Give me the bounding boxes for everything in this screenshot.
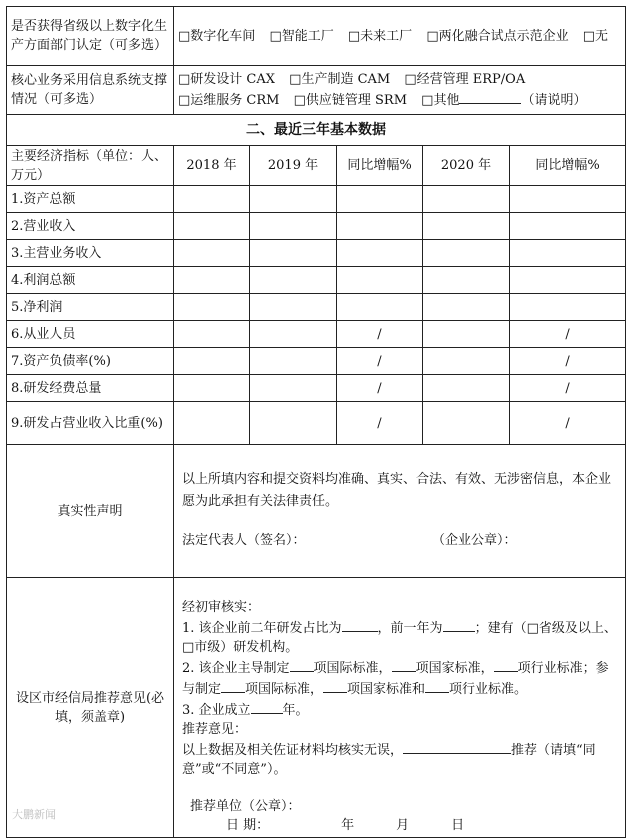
indicator-cell-na: / — [510, 375, 626, 402]
recommend-l1-a: 1. 该企业前二年研发占比为 — [182, 621, 342, 636]
application-form-table — [6, 6, 626, 838]
indicator-cell[interactable] — [250, 240, 337, 267]
indicator-cell-na: / — [510, 321, 626, 348]
system-option-erp[interactable]: □经营管理 ERP/OA — [404, 72, 526, 87]
indicator-row — [7, 348, 626, 375]
system-option-cam[interactable]: □生产制造 CAM — [289, 72, 391, 87]
indicator-row — [7, 240, 626, 267]
date-label: 日 期： — [226, 818, 270, 833]
blank-part-national[interactable] — [323, 678, 347, 693]
indicator-cell[interactable] — [250, 267, 337, 294]
system-option-other[interactable]: □其他 — [421, 93, 460, 108]
indicator-cell-na: / — [337, 402, 423, 445]
certification-options — [174, 7, 626, 66]
cert-option-digital-workshop[interactable]: □数字化车间 — [178, 28, 256, 44]
recommend-l2-f: 项国家标准和 — [347, 682, 426, 697]
date-year: 年 — [341, 818, 355, 833]
indicator-cell[interactable] — [337, 186, 423, 213]
indicator-cell-na: / — [510, 402, 626, 445]
header-2018: 2018 年 — [174, 146, 250, 186]
indicator-cell[interactable] — [337, 240, 423, 267]
indicator-cell[interactable] — [510, 294, 626, 321]
indicator-cell[interactable] — [423, 240, 510, 267]
indicator-header-row — [7, 146, 626, 186]
recommend-content — [174, 578, 626, 838]
blank-lead-industry[interactable] — [494, 657, 518, 672]
indicator-cell[interactable] — [423, 294, 510, 321]
indicator-cell-na: / — [337, 321, 423, 348]
indicator-cell[interactable] — [423, 348, 510, 375]
indicator-cell[interactable] — [250, 186, 337, 213]
indicator-cell[interactable] — [423, 321, 510, 348]
recommend-l2-c: 项国家标准， — [415, 661, 494, 676]
company-seal[interactable]: （企业公章）： — [432, 533, 517, 548]
legal-rep-signature[interactable]: 法定代表人（签名）： — [182, 533, 306, 548]
indicator-cell[interactable] — [510, 240, 626, 267]
indicator-row — [7, 294, 626, 321]
blank-part-intl[interactable] — [221, 678, 245, 693]
indicator-cell[interactable] — [337, 294, 423, 321]
date-month: 月 — [396, 818, 410, 833]
other-blank[interactable] — [459, 89, 521, 104]
indicator-cell[interactable] — [174, 213, 250, 240]
recommend-row — [7, 578, 626, 838]
indicator-cell[interactable] — [174, 294, 250, 321]
date-day: 日 — [451, 818, 465, 833]
cert-option-integration-pilot[interactable]: □两化融合试点示范企业 — [426, 28, 569, 44]
system-other-note: （请说明） — [521, 93, 587, 108]
indicator-name: 1.资产总额 — [7, 186, 174, 213]
blank-years-established[interactable] — [251, 699, 283, 714]
indicator-name: 4.利润总额 — [7, 267, 174, 294]
header-2019: 2019 年 — [250, 146, 337, 186]
section-title: 二、最近三年基本数据 — [7, 115, 626, 146]
indicator-cell[interactable] — [250, 321, 337, 348]
indicator-cell[interactable] — [250, 402, 337, 445]
indicator-cell-na: / — [337, 348, 423, 375]
recommend-l2-d: 项行业标准；参与制定 — [182, 661, 609, 697]
indicator-cell[interactable] — [423, 402, 510, 445]
recommend-l2-g: 项行业标准。 — [449, 682, 528, 697]
indicator-cell[interactable] — [174, 240, 250, 267]
recommend-l2-a: 2. 该企业主导制定 — [182, 661, 290, 676]
recommend-opinion-label: 推荐意见： — [182, 722, 248, 737]
indicator-cell[interactable] — [174, 321, 250, 348]
indicator-cell-na: / — [337, 375, 423, 402]
indicator-row — [7, 267, 626, 294]
blank-prev2-ratio[interactable] — [342, 617, 378, 632]
indicator-cell[interactable] — [174, 348, 250, 375]
indicator-row — [7, 402, 626, 445]
certification-label: 是否获得省级以上数字化生产方面部门认定（可多选） — [7, 7, 174, 66]
recommend-l3-b: 年。 — [282, 703, 309, 718]
indicator-cell[interactable] — [250, 294, 337, 321]
indicator-cell[interactable] — [510, 186, 626, 213]
indicator-row — [7, 375, 626, 402]
indicator-rows — [7, 186, 626, 445]
system-option-cax[interactable]: □研发设计 CAX — [178, 72, 276, 87]
indicator-cell[interactable] — [423, 267, 510, 294]
header-2020: 2020 年 — [423, 146, 510, 186]
declaration-content — [174, 445, 626, 578]
blank-recommend-decision[interactable] — [403, 739, 511, 754]
indicator-cell[interactable] — [510, 267, 626, 294]
header-growth-2019: 同比增幅% — [337, 146, 423, 186]
recommend-l1-b: ，前一年为 — [377, 621, 443, 636]
recommend-unit[interactable]: 推荐单位（公章）： — [190, 799, 301, 814]
header-indicator: 主要经济指标（单位：人、万元） — [7, 146, 174, 186]
indicator-name: 8.研发经费总量 — [7, 375, 174, 402]
indicator-name: 7.资产负债率(%) — [7, 348, 174, 375]
systems-options — [174, 66, 626, 115]
indicator-cell[interactable] — [174, 375, 250, 402]
indicator-cell[interactable] — [250, 213, 337, 240]
indicator-cell[interactable] — [174, 267, 250, 294]
indicator-cell[interactable] — [250, 348, 337, 375]
section-row — [7, 115, 626, 146]
certification-row — [7, 7, 626, 66]
header-growth-2020: 同比增幅% — [510, 146, 626, 186]
indicator-cell[interactable] — [337, 267, 423, 294]
recommend-l1-c: ；建有（□省级及以上、□市级）研发机构。 — [182, 621, 617, 655]
indicator-name: 3.主营业务收入 — [7, 240, 174, 267]
indicator-cell[interactable] — [423, 375, 510, 402]
recommend-l3-a: 3. 企业成立 — [182, 703, 251, 718]
blank-prev1-ratio[interactable] — [443, 617, 475, 632]
indicator-name: 2.营业收入 — [7, 213, 174, 240]
indicator-cell[interactable] — [423, 186, 510, 213]
indicator-cell[interactable] — [174, 402, 250, 445]
indicator-row — [7, 321, 626, 348]
indicator-cell[interactable] — [250, 375, 337, 402]
blank-lead-intl[interactable] — [290, 657, 314, 672]
cert-option-none[interactable]: □无 — [582, 28, 609, 44]
indicator-cell[interactable] — [174, 186, 250, 213]
indicator-name: 5.净利润 — [7, 294, 174, 321]
indicator-cell-na: / — [510, 348, 626, 375]
system-option-crm[interactable]: □运维服务 CRM — [178, 93, 280, 108]
indicator-name: 6.从业人员 — [7, 321, 174, 348]
systems-label: 核心业务采用信息系统支撑情况（可多选） — [7, 66, 174, 115]
recommend-l2-e: 项国际标准， — [245, 682, 324, 697]
recommend-l4-a: 以上数据及相关佐证材料均核实无误， — [182, 743, 404, 758]
declaration-label: 真实性声明 — [7, 445, 174, 578]
blank-lead-national[interactable] — [392, 657, 416, 672]
indicator-name: 9.研发占营业收入比重(%) — [7, 402, 174, 445]
recommend-l4-b: 推荐（请填“同意”或“不同意”）。 — [182, 743, 596, 777]
recommend-title: 经初审核实： — [182, 600, 261, 615]
recommend-label: 设区市经信局推荐意见(必填，须盖章) — [7, 578, 174, 838]
indicator-row — [7, 186, 626, 213]
declaration-text: 以上所填内容和提交资料均准确、真实、合法、有效、无涉密信息，本企业愿为此承担有关法律责任。 — [182, 472, 612, 509]
indicator-row — [7, 213, 626, 240]
systems-row — [7, 66, 626, 115]
indicator-cell[interactable] — [510, 213, 626, 240]
recommend-l2-b: 项国际标准， — [313, 661, 392, 676]
system-option-srm[interactable]: □供应链管理 SRM — [293, 93, 408, 108]
cert-option-future-factory[interactable]: □未来工厂 — [347, 28, 413, 44]
declaration-row — [7, 445, 626, 578]
cert-option-smart-factory[interactable]: □智能工厂 — [269, 28, 334, 44]
blank-part-industry[interactable] — [425, 678, 449, 693]
watermark: 大鹏新闻 — [12, 808, 56, 821]
indicator-cell[interactable] — [423, 213, 510, 240]
indicator-cell[interactable] — [337, 213, 423, 240]
